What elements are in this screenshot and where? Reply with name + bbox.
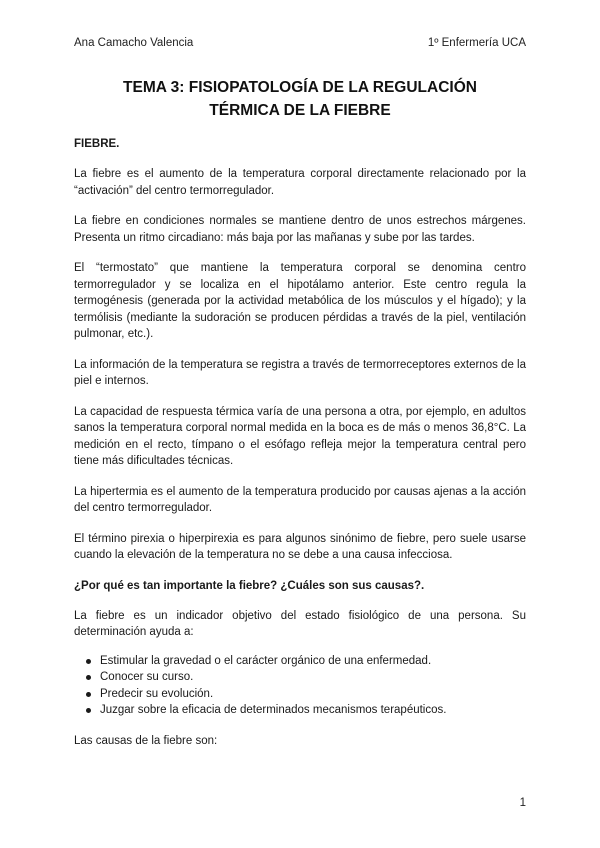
paragraph: El término pirexia o hiperpirexia es para algunos sinónimo de fiebre, pero suele usarse cuando la elevación de la temperatura no se debe a una causa infecciosa. — [74, 532, 526, 561]
paragraph: La hipertermia es el aumento de la temperatura producido por causas ajenas a la acción del centro termorregulador. — [74, 485, 526, 514]
page-number: 1 — [519, 797, 526, 809]
list-item — [100, 669, 526, 686]
list-item — [100, 686, 526, 703]
section-heading-fiebre: FIEBRE. — [74, 138, 120, 150]
list-item-text: Predecir su evolución. — [100, 687, 214, 700]
paragraph: Las causas de la fiebre son: — [74, 734, 218, 747]
header-course: 1º Enfermería UCA — [427, 37, 526, 49]
bullet-icon — [86, 659, 91, 664]
list-item-text: Conocer su curso. — [100, 671, 194, 683]
title-line-2: TÉRMICA DE LA FIEBRE — [209, 102, 391, 119]
bullet-icon — [86, 675, 91, 680]
title-line-1: TEMA 3: FISIOPATOLOGÍA DE LA REGULACIÓN — [123, 79, 477, 96]
bullet-list — [74, 653, 526, 719]
list-item-text: Juzgar sobre la eficacia de determinados mecanismos terapéuticos. — [100, 704, 447, 716]
list-item-text: Estimular la gravedad o el carácter orgánico de una enfermedad. — [100, 654, 432, 667]
bullet-icon — [86, 708, 91, 713]
paragraph: La capacidad de respuesta térmica varía de una persona a otra, por ejemplo, en adultos sanos la temperatura corporal normal medida en la boca es de más o menos 36,8°C. La medición en el recto, tímpano o el esófago refleja mejor la temperatura central pero tiene más dificultades técnicas. — [74, 405, 526, 467]
section-heading-causas: ¿Por qué es tan importante la fiebre? ¿Cuáles son sus causas?. — [74, 579, 425, 592]
paragraph: El “termostato” que mantiene la temperatura corporal se denomina centro termorregulador y se localiza en el hipotálamo anterior. Este centro regula la termogénesis (generada por la actividad metabólica de los músculos y el hígado); y la termólisis (mediante la sudoración se producen pérdidas a través de la piel, ventilación pulmonar, etc.). — [74, 262, 526, 340]
paragraph: La información de la temperatura se registra a través de termorreceptores externos de la piel e internos. — [74, 358, 526, 387]
document-title — [74, 76, 526, 122]
paragraph: La fiebre es un indicador objetivo del estado fisiológico de una persona. Su determinación ayuda a: — [74, 609, 526, 638]
document-body — [74, 136, 526, 763]
paragraph: La fiebre en condiciones normales se mantiene dentro de unos estrechos márgenes. Presenta un ritmo circadiano: más baja por las mañanas y sube por las tardes. — [74, 215, 526, 244]
page-header — [74, 37, 526, 53]
list-item — [100, 702, 526, 719]
bullet-icon — [86, 692, 91, 697]
header-author: Ana Camacho Valencia — [74, 37, 194, 49]
list-item — [100, 653, 526, 670]
paragraph: La fiebre es el aumento de la temperatura corporal directamente relacionado por la “activación” del centro termorregulador. — [74, 168, 526, 197]
